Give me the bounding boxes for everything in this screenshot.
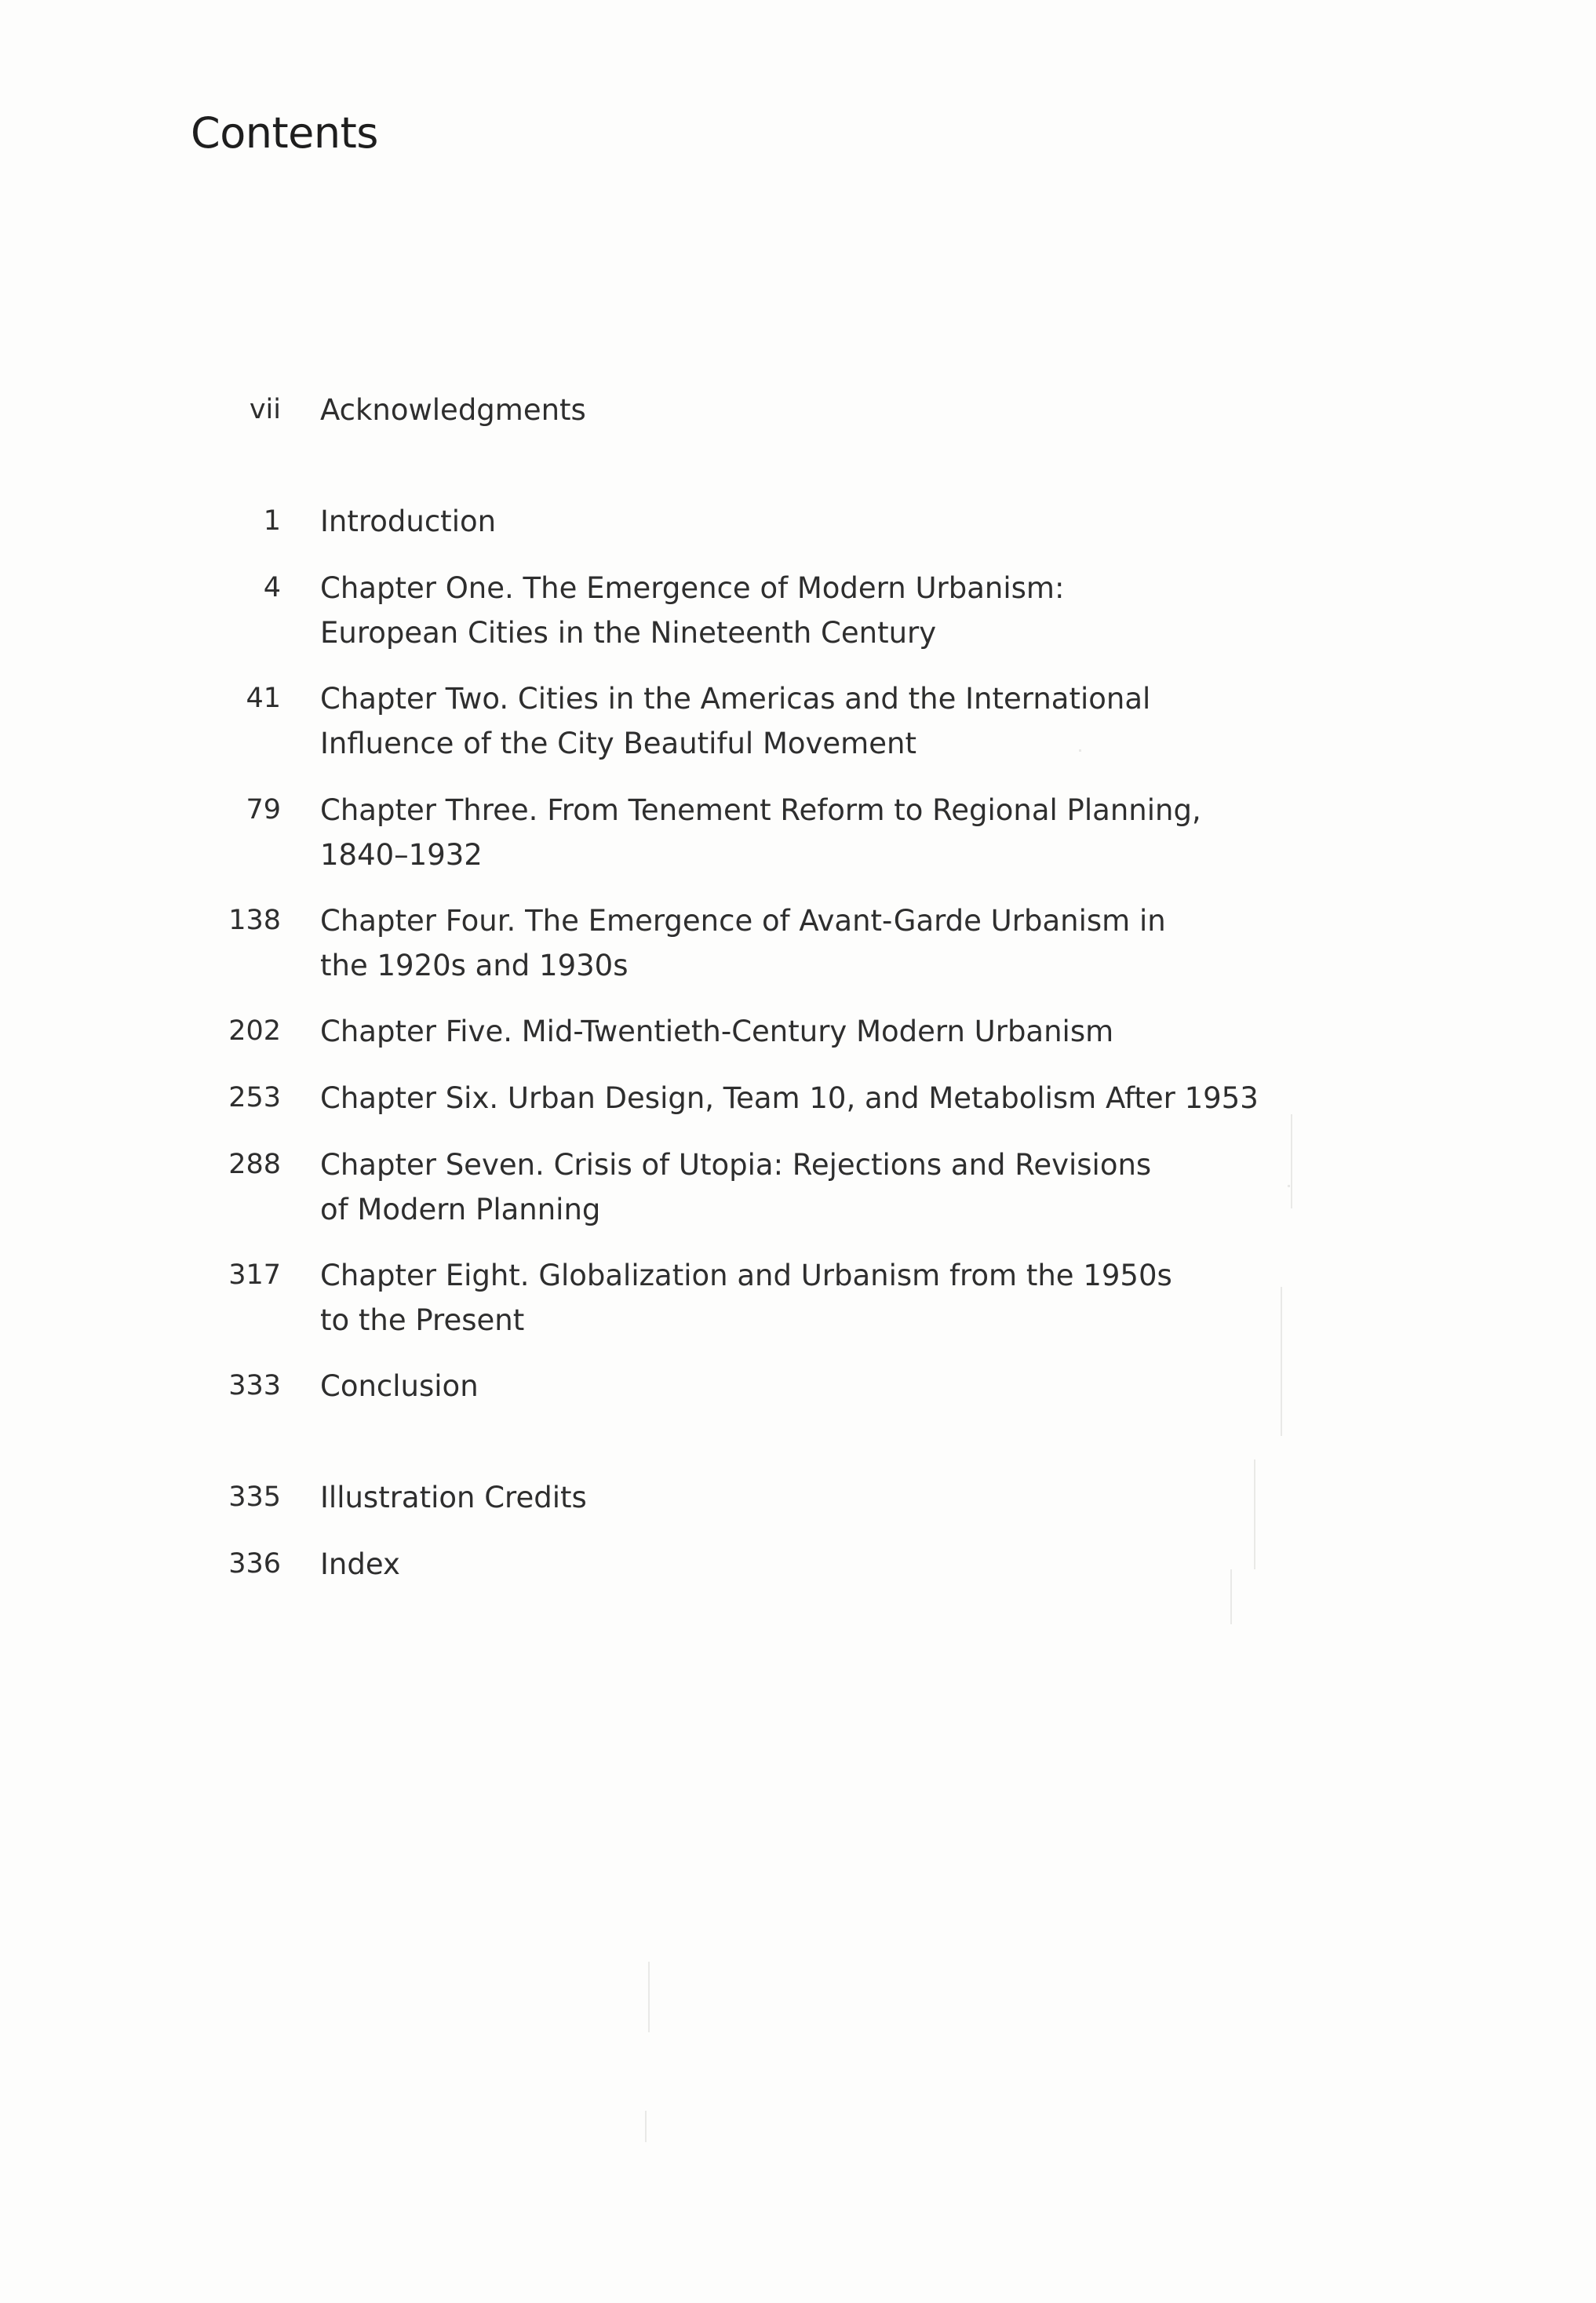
toc-page-number: 1 — [263, 505, 281, 537]
toc-page-number: 138 — [228, 905, 281, 936]
toc-entry-title — [320, 788, 1199, 877]
toc-entry-title — [320, 1009, 1199, 1054]
toc-entry-title — [320, 1542, 1199, 1587]
toc-title-line: Chapter Five. Mid-Twentieth-Century Modern Urbanism — [320, 1015, 1114, 1048]
toc-title-line: Chapter One. The Emergence of Modern Urbanism: — [320, 571, 1065, 605]
toc-title-line: Chapter Eight. Globalization and Urbanism from the 1950s — [320, 1259, 1172, 1292]
toc-page-number: 335 — [228, 1481, 281, 1513]
toc-page-number: 79 — [246, 794, 281, 825]
toc-entry-title — [320, 1076, 1259, 1121]
toc-title-line: Chapter Three. From Tenement Reform to Regional Planning, — [320, 793, 1201, 827]
toc-page-number: 253 — [228, 1082, 281, 1113]
toc-page-number: 4 — [263, 572, 281, 603]
toc-title-line: Chapter Seven. Crisis of Utopia: Rejections and Revisions — [320, 1148, 1152, 1182]
toc-title-line: the 1920s and 1930s — [320, 949, 629, 982]
page-title: Contents — [191, 108, 378, 158]
toc-title-line: European Cities in the Nineteenth Century — [320, 616, 937, 650]
toc-title-line: Index — [320, 1547, 400, 1581]
toc-entry-title — [320, 1364, 1199, 1408]
toc-entry-title — [320, 1142, 1199, 1232]
toc-title-line: Chapter Four. The Emergence of Avant-Garde Urbanism in — [320, 904, 1166, 938]
toc-entry-title — [320, 499, 1199, 544]
toc-title-line: of Modern Planning — [320, 1193, 601, 1226]
toc-page-number: 333 — [228, 1370, 281, 1401]
toc-title-line: to the Present — [320, 1303, 525, 1337]
toc-entry-title — [320, 676, 1199, 766]
toc-title-line: 1840–1932 — [320, 838, 483, 872]
toc-page-number: 41 — [246, 683, 281, 714]
toc-page-number: 336 — [228, 1548, 281, 1580]
toc-entry-title — [320, 1253, 1199, 1343]
toc-title-line: Introduction — [320, 505, 497, 538]
toc-title-line: Chapter Two. Cities in the Americas and the International — [320, 682, 1151, 716]
toc-title-line: Illustration Credits — [320, 1481, 587, 1514]
toc-page-number: 202 — [228, 1015, 281, 1047]
toc-title-line: Conclusion — [320, 1369, 479, 1403]
toc-entry-title — [320, 388, 1199, 432]
toc-page-number: vii — [249, 394, 281, 425]
toc-title-line: Influence of the City Beautiful Movement — [320, 727, 916, 760]
toc-page-number: 317 — [228, 1259, 281, 1291]
toc-title-line: Acknowledgments — [320, 393, 586, 427]
toc-entry-title — [320, 566, 1199, 655]
toc-page-number: 288 — [228, 1149, 281, 1180]
toc-entry-title — [320, 898, 1199, 988]
toc-entry-title — [320, 1475, 1199, 1520]
toc-title-line: Chapter Six. Urban Design, Team 10, and Metabolism After 1953 — [320, 1081, 1259, 1115]
